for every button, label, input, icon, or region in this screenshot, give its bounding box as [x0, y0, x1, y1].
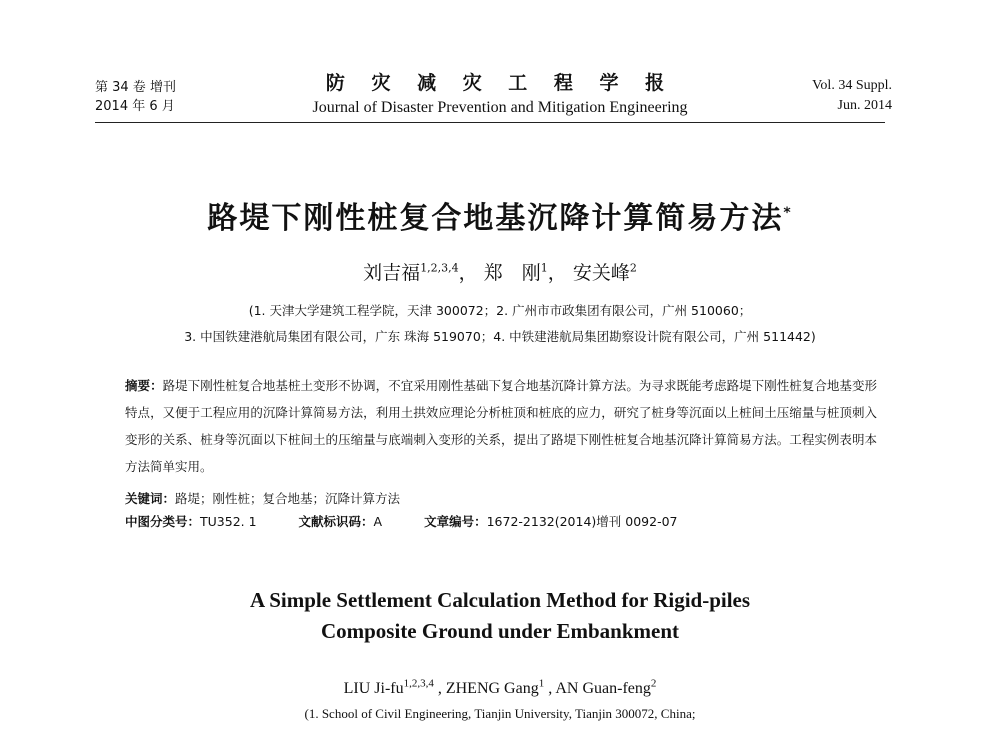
clc-value: TU352. 1 — [200, 514, 257, 529]
date-en: Jun. 2014 — [837, 98, 892, 113]
title-footnote-mark: * — [783, 205, 793, 221]
affiliation-line: (1. 天津大学建筑工程学院，天津 300072；2. 广州市市政集团有限公司，广州 510060； — [248, 303, 752, 318]
volume-en: Vol. 34 Suppl. — [812, 78, 892, 93]
article-no-label: 文章编号： — [424, 514, 487, 529]
classification-line — [125, 512, 678, 530]
abstract-label: 摘要： — [125, 378, 163, 393]
volume-cn: 第 34 卷 增刊 — [95, 80, 176, 95]
doc-code-value: A — [373, 514, 383, 529]
doc-code-label: 文献标识码： — [298, 514, 374, 529]
affiliation-line: 3. 中国铁建港航局集团有限公司，广东 珠海 519070；4. 中铁建港航局集团勘察设计院有限公司，广州 511442) — [184, 329, 816, 344]
header-volume-info-en — [812, 76, 892, 116]
header-rule — [95, 122, 885, 123]
author-en: AN Guan-feng$^2$ — [555, 678, 657, 698]
author-cn: 郑 刚$^1$， — [483, 261, 567, 284]
author-cn: 刘吉福$^{1,2,3,4}$， — [363, 261, 478, 284]
date-cn: 2014 年 6 月 — [95, 99, 175, 114]
article-no-value: 1672-2132(2014)增刊 0092-07 — [486, 514, 678, 529]
journal-name-cn: 防 灾 减 灾 工 程 学 报 — [325, 72, 675, 94]
author-en: LIU Ji-fu$^{1,2,3,4}$ , — [343, 678, 446, 698]
keywords-text: 路堤；刚性桩；复合地基；沉降计算方法 — [175, 491, 401, 506]
abstract — [125, 372, 877, 480]
authors-en — [0, 678, 1000, 698]
author-en: ZHENG Gang$^1$ , — [445, 678, 556, 698]
affiliations-cn — [0, 298, 1000, 350]
keywords — [125, 489, 400, 507]
title-en-line: A Simple Settlement Calculation Method for Rigid-piles — [249, 588, 751, 612]
authors-cn — [0, 258, 1000, 285]
clc-label: 中图分类号： — [125, 514, 201, 529]
paper-title-cn — [0, 193, 1000, 237]
keywords-label: 关键词： — [125, 491, 176, 506]
paper-title-en — [0, 585, 1000, 647]
title-text: 路堤下刚性桩复合地基沉降计算简易方法 — [207, 201, 784, 236]
affiliation-en: (1. School of Civil Engineering, Tianjin University, Tianjin 300072, China; — [304, 706, 696, 721]
author-cn: 安关峰$^2$ — [572, 261, 637, 284]
title-en-line: Composite Ground under Embankment — [320, 619, 680, 643]
journal-name-en: Journal of Disaster Prevention and Mitigation Engineering — [312, 99, 688, 116]
abstract-text: 路堤下刚性桩复合地基桩土变形不协调，不宜采用刚性基础下复合地基沉降计算方法。为寻求既能考虑路堤下刚性桩复合地基变形特点，又便于工程应用的沉降计算简易方法，利用土拱效应理论分析桩顶和桩底的应力，研究了桩身等沉面以上桩间土压缩量与桩顶刺入变形的关系、桩身等沉面以下桩间土的压缩量与底端刺入变形的关系，提出了路堤下刚性桩复合地基沉降计算简易方法。工程实例表明本方法简单实用。 — [125, 378, 877, 474]
